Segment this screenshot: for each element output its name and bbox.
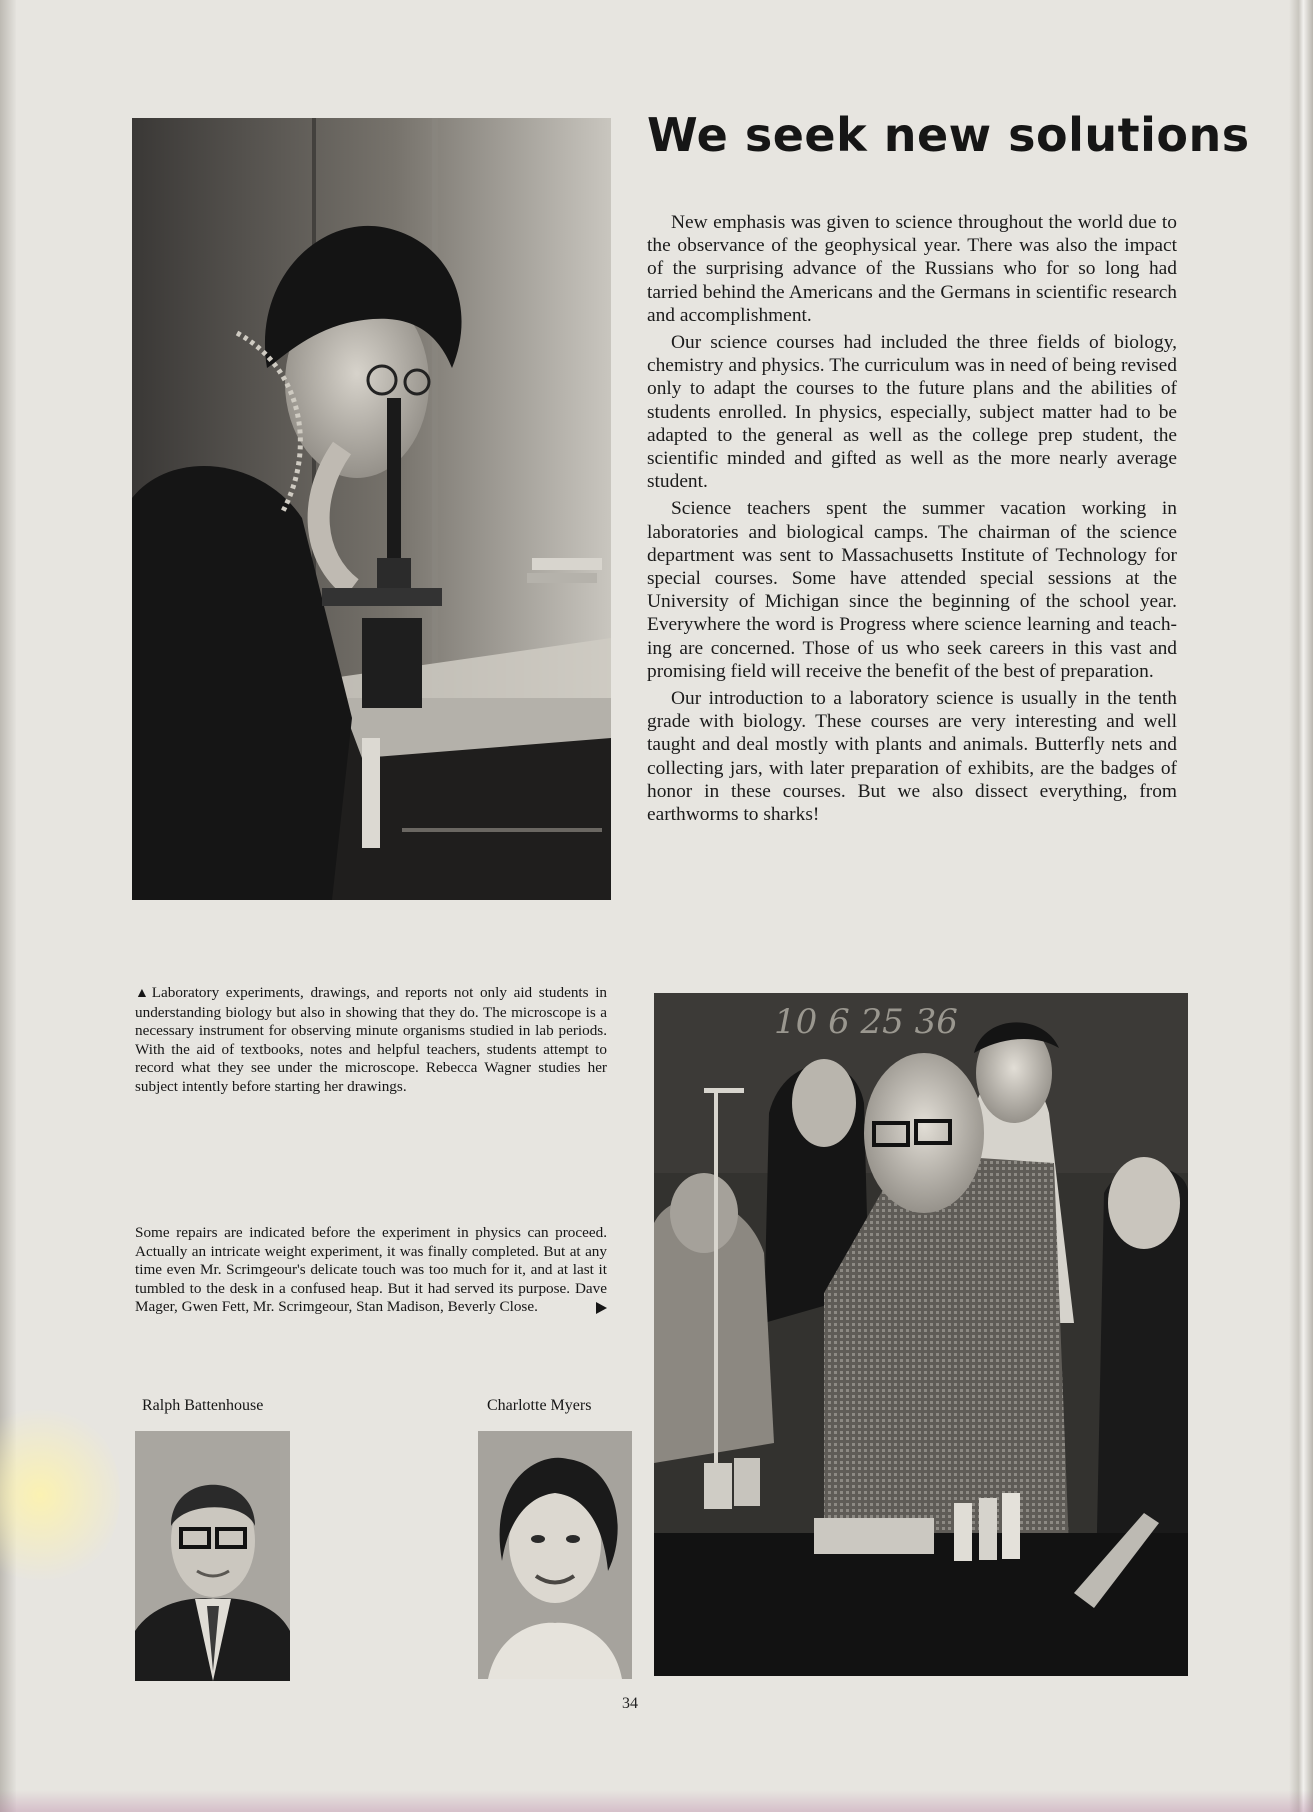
portrait-myers bbox=[478, 1431, 632, 1679]
triangle-up-icon: ▲ bbox=[135, 986, 152, 1001]
caption-laboratory bbox=[135, 984, 607, 1097]
portrait-battenhouse bbox=[135, 1431, 290, 1681]
light-glare bbox=[0, 1400, 120, 1590]
photo-physics-experiment bbox=[654, 993, 1188, 1676]
page-edge bbox=[1289, 0, 1313, 1812]
paragraph-science-teachers: Science teachers spent the summer vacation working in laboratories and biological camps. The chairman of the science department was sent to Massachusetts Institute of Technology for special courses. Some have attended special sessions at the University of Michigan since the beginning of the school year. Everywhere the word is Progress where science learning and teaching are concerned. Those of us who seek careers in this vast and promising field will receive the benefit of the best of preparation. bbox=[647, 498, 1177, 682]
portrait-label-myers: Charlotte Myers bbox=[487, 1397, 592, 1414]
photo-student-at-microscope bbox=[132, 118, 611, 900]
caption-physics bbox=[135, 1224, 607, 1317]
caption-physics-text: Some repairs are indicated before the experiment in physics can proceed. Actually an intricate weight experiment, it was finally completed. But at any time even Mr. Scrimgeour's delicate touch was too much for it, and at last it tumbled to the desk in a confused heap. But it had served its purpose. Dave Mager, Gwen Fett, Mr. Scrimgeour, Stan Madison, Beverly Close. bbox=[135, 1224, 607, 1316]
paragraph-science-courses: Our science courses had included the three fields of biology, chemistry and physics. The curriculum was in need of being revised only to adapt the courses to the future plans and the abilities of students enrolled. In physics, especially, subject matter had to be adapted to the general as well as the college prep student, the scientific minded and gifted as well as the more nearly average student. bbox=[647, 332, 1177, 493]
article-body bbox=[647, 211, 1177, 830]
page-title: We seek new solutions bbox=[647, 108, 1250, 162]
page-bottom-edge bbox=[0, 1790, 1313, 1812]
chalkboard-writing: 10 6 25 36 bbox=[774, 1002, 958, 1042]
caption-laboratory-text: Laboratory experiments, drawings, and reports not only aid students in understanding biology but also in showing that they do. The microscope is a necessary instrument for observing minute organisms studied in lab periods. With the aid of textbooks, notes and helpful teachers, students attempt to record what they see under the microscope. Rebecca Wagner studies her subject intently before starting her drawings. bbox=[135, 984, 608, 1095]
triangle-right-icon bbox=[596, 1302, 607, 1314]
paragraph-geophysical-year: New emphasis was given to science throughout the world due to the observance of the geophysical year. There was also the impact of the surprising advance of the Russians who for so long had tarried behind the Americans and the Germans in scientific research and accomplishment. bbox=[647, 212, 1177, 326]
paragraph-laboratory-science: Our introduction to a laboratory science is usually in the tenth grade with biology. These courses are very interesting and well taught and deal mostly with plants and animals. Butterfly nets and collecting jars, with later preparation of exhibits, are the badges of honor in these courses. But we also dissect everything, from earthworms to sharks! bbox=[647, 688, 1177, 826]
page-number: 34 bbox=[622, 1695, 638, 1712]
portrait-label-battenhouse: Ralph Battenhouse bbox=[142, 1397, 264, 1414]
